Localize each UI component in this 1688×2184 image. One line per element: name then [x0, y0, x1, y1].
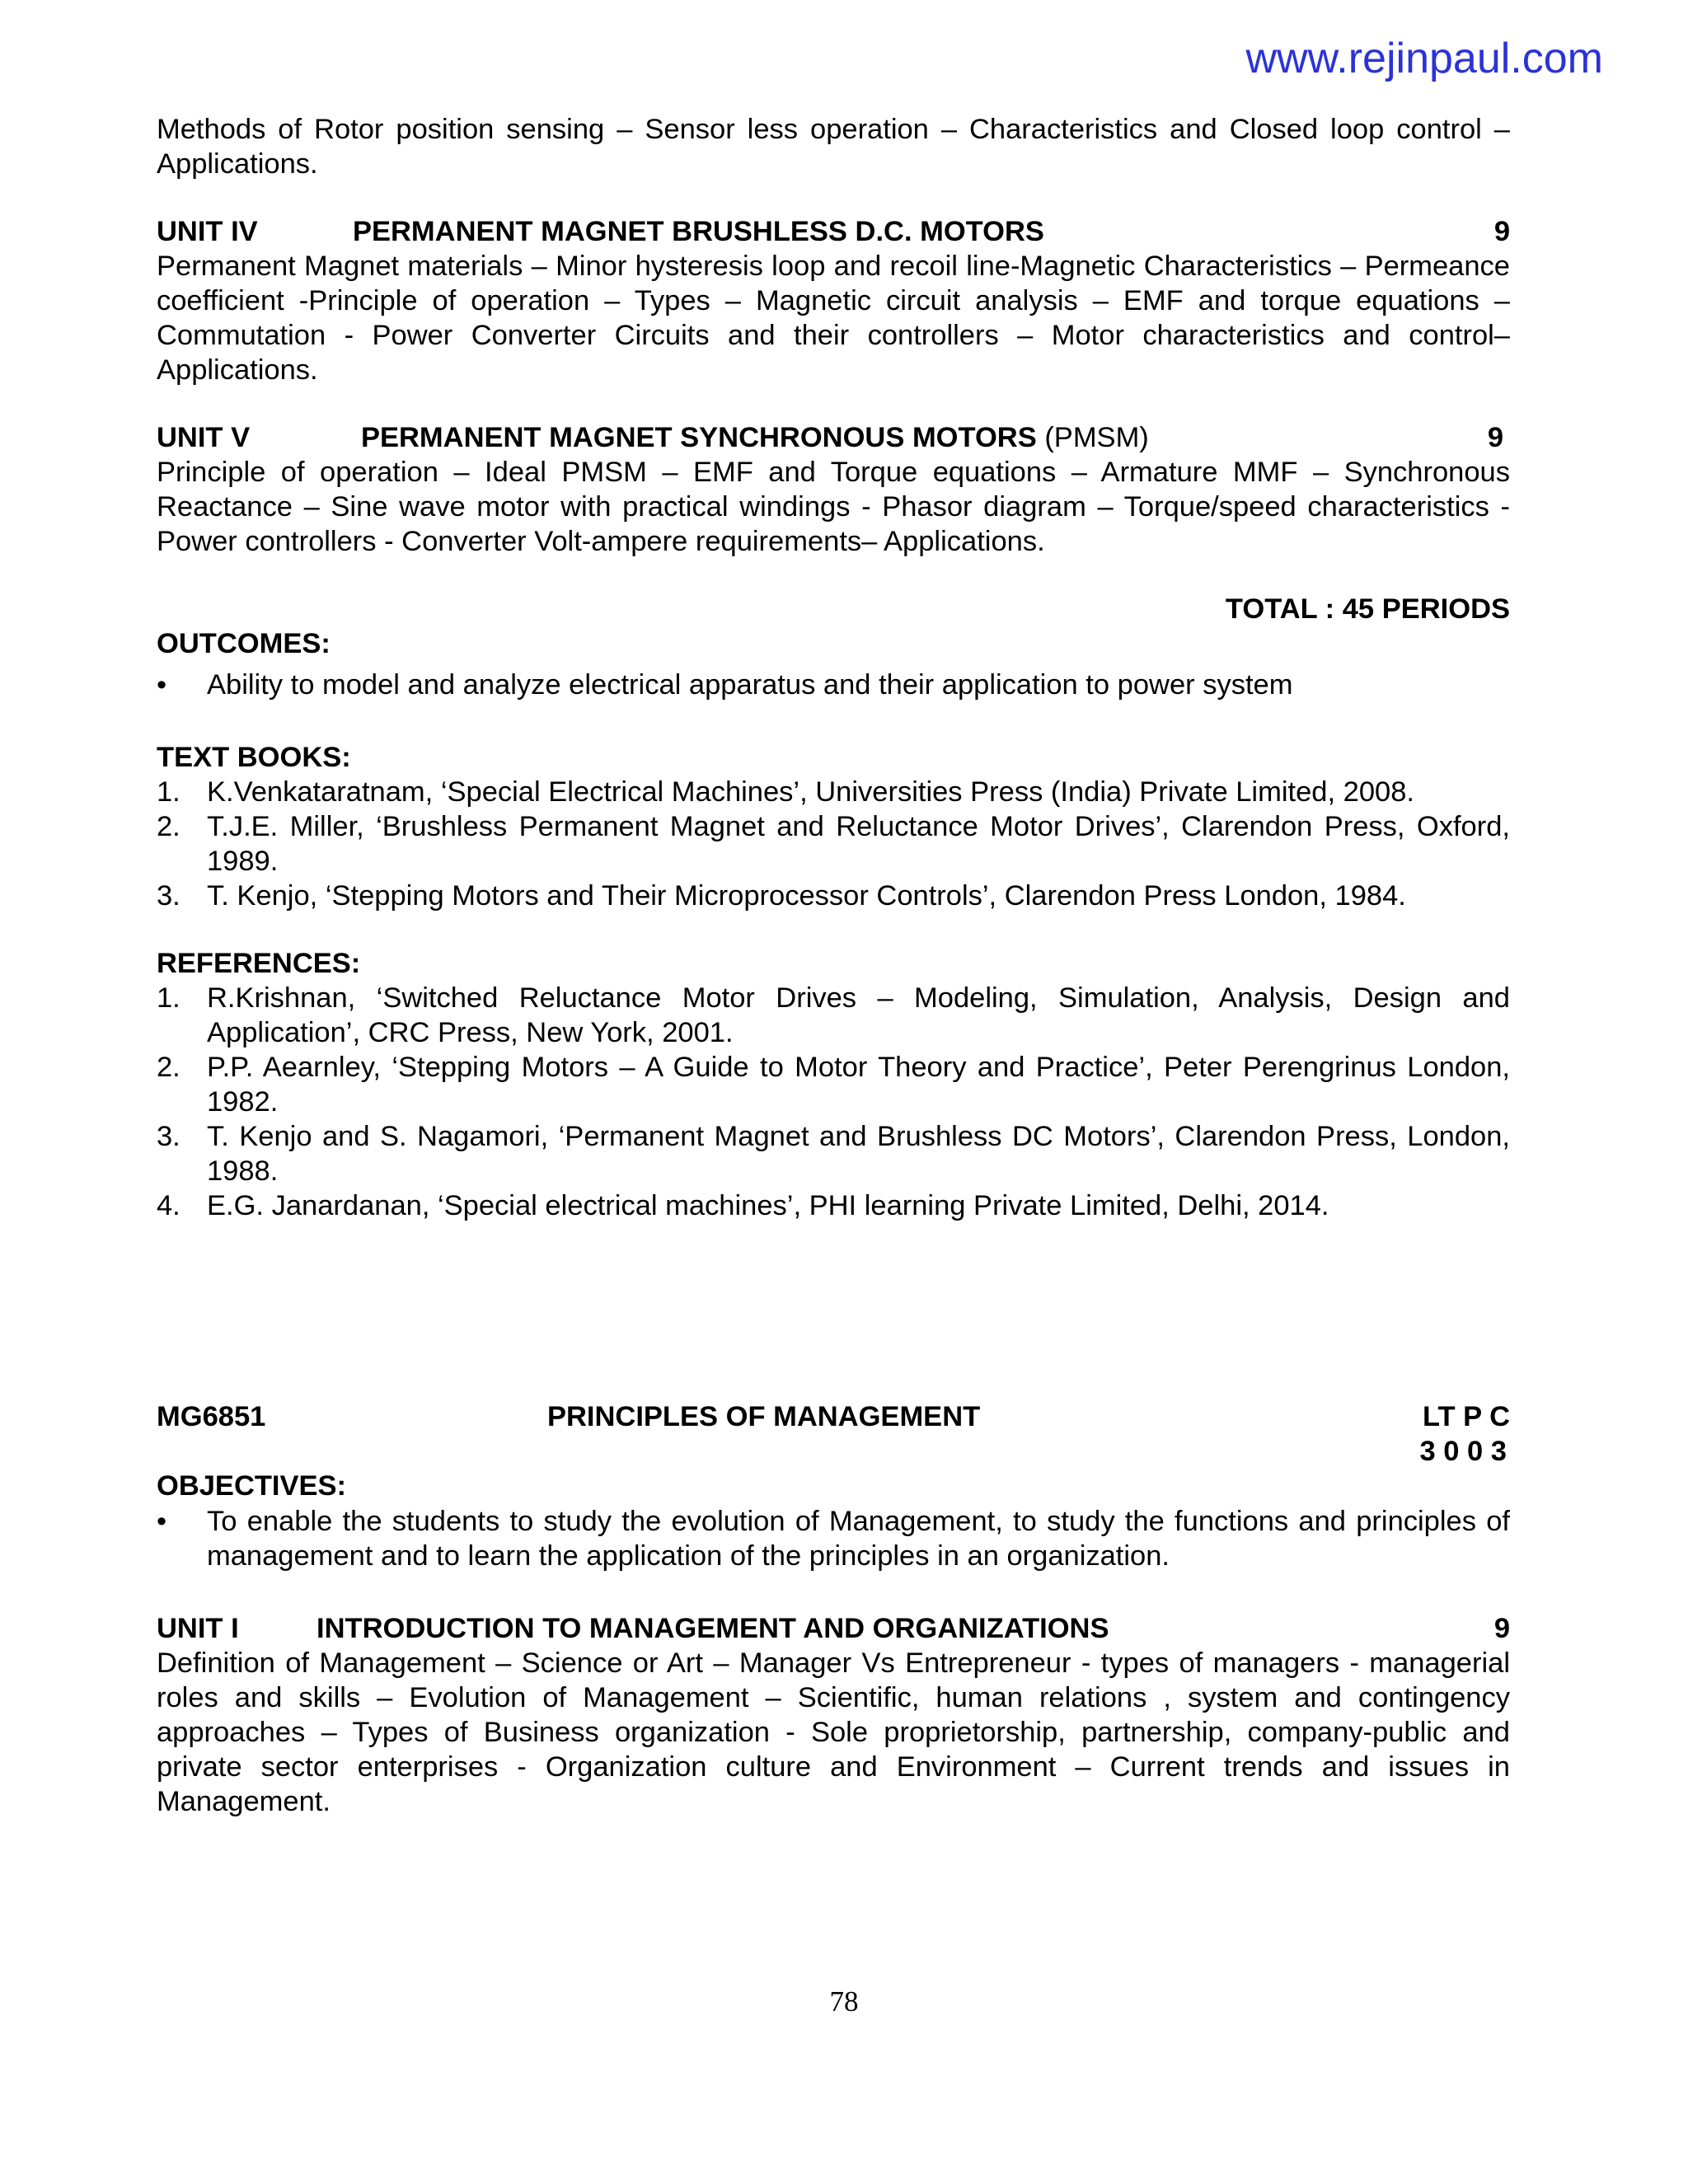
unit-v-body: Principle of operation – Ideal PMSM – EMF and Torque equations – Armature MMF – Synchronous Reactance – Sine wave motor with practical windings - Phasor diagram – Torque/speed characteristics - Power controllers - Converter Volt-ampere requirements– Applications.	[157, 457, 1510, 557]
list-number: 2.	[157, 811, 181, 842]
outcomes-heading: OUTCOMES:	[157, 628, 331, 659]
continuation-paragraph: Methods of Rotor position sensing – Sensor less operation – Characteristics and Closed loop control – Applications.	[157, 114, 1510, 180]
unit-i-label: UNIT I	[157, 1613, 239, 1644]
bullet-icon: •	[157, 1506, 167, 1537]
unit-iv-hours: 9	[1493, 216, 1510, 247]
list-item	[157, 879, 1510, 913]
ltpc-values-row	[157, 1434, 1510, 1469]
unit-v-label: UNIT V	[157, 422, 251, 453]
text-books-heading: TEXT BOOKS:	[157, 742, 351, 773]
course-heading	[157, 1399, 1510, 1434]
course-code: MG6851	[157, 1401, 266, 1432]
list-item	[157, 1504, 1510, 1573]
list-item	[157, 775, 1510, 809]
list-item	[157, 981, 1510, 1050]
unit-i-title: INTRODUCTION TO MANAGEMENT AND ORGANIZATIONS	[316, 1613, 1109, 1644]
list-number: 1.	[157, 982, 181, 1014]
unit-i-hours: 9	[1493, 1613, 1510, 1644]
list-item	[157, 1050, 1510, 1119]
unit-v-title-wrap	[361, 420, 1149, 455]
unit-i-heading	[157, 1611, 1510, 1646]
list-number: 2.	[157, 1052, 181, 1083]
website-link[interactable]: www.rejinpaul.com	[1245, 35, 1603, 82]
list-number: 1.	[157, 776, 181, 808]
ltpc-label: LT P C	[1422, 1401, 1510, 1432]
objective-text: To enable the students to study the evolution of Management, to study the functions and principles of management and to learn the application of the principles in an organization.	[207, 1506, 1510, 1572]
reference-entry: P.P. Aearnley, ‘Stepping Motors – A Guide to Motor Theory and Practice’, Peter Perengrinus London, 1982.	[207, 1052, 1510, 1118]
ltpc-values: 3 0 0 3	[1419, 1436, 1507, 1467]
outcome-text: Ability to model and analyze electrical apparatus and their application to power system	[207, 669, 1293, 701]
unit-v-hours: 9	[1487, 422, 1503, 453]
references-heading: REFERENCES:	[157, 948, 361, 979]
list-item	[157, 1119, 1510, 1188]
course-title: PRINCIPLES OF MANAGEMENT	[547, 1401, 981, 1432]
list-number: 4.	[157, 1190, 181, 1221]
text-book-entry: K.Venkataratnam, ‘Special Electrical Machines’, Universities Press (India) Private Limited, 2008.	[207, 776, 1414, 808]
unit-v-heading	[157, 420, 1510, 455]
list-number: 3.	[157, 880, 181, 912]
list-item	[157, 1188, 1510, 1223]
reference-entry: T. Kenjo and S. Nagamori, ‘Permanent Magnet and Brushless DC Motors’, Clarendon Press, London, 1988.	[207, 1121, 1510, 1187]
references-list	[157, 981, 1510, 1223]
bullet-icon: •	[157, 669, 167, 701]
unit-v-title-suffix: (PMSM)	[1036, 422, 1149, 453]
page-number: 78	[829, 1985, 859, 2018]
objectives-list	[157, 1504, 1510, 1573]
list-item	[157, 809, 1510, 879]
unit-iv-label: UNIT IV	[157, 216, 258, 247]
total-periods: TOTAL : 45 PERIODS	[1225, 593, 1510, 625]
list-item	[157, 668, 1510, 702]
list-number: 3.	[157, 1121, 181, 1152]
unit-v-title: PERMANENT MAGNET SYNCHRONOUS MOTORS	[361, 422, 1037, 453]
reference-entry: R.Krishnan, ‘Switched Reluctance Motor Drives – Modeling, Simulation, Analysis, Design and Application’, CRC Press, New York, 2001.	[207, 982, 1510, 1048]
reference-entry: E.G. Janardanan, ‘Special electrical machines’, PHI learning Private Limited, Delhi, 2014.	[207, 1190, 1329, 1221]
unit-iv-heading	[157, 214, 1510, 249]
unit-iv-title: PERMANENT MAGNET BRUSHLESS D.C. MOTORS	[353, 216, 1044, 247]
text-book-entry: T. Kenjo, ‘Stepping Motors and Their Microprocessor Controls’, Clarendon Press London, 1984.	[207, 880, 1406, 912]
text-books-list	[157, 775, 1510, 913]
objectives-heading: OBJECTIVES:	[157, 1470, 347, 1502]
outcomes-list	[157, 668, 1510, 702]
unit-i-body: Definition of Management – Science or Art – Manager Vs Entrepreneur - types of managers - managerial roles and skills – Evolution of Management – Scientific, human relations , system and contingency approaches – Types of Business organization - Sole proprietorship, partnership, company-public and private sector enterprises - Organization culture and Environment – Current trends and issues in Management.	[157, 1647, 1510, 1817]
text-book-entry: T.J.E. Miller, ‘Brushless Permanent Magnet and Reluctance Motor Drives’, Clarendon Press, Oxford, 1989.	[207, 811, 1510, 877]
unit-iv-body: Permanent Magnet materials – Minor hysteresis loop and recoil line-Magnetic Characteristics – Permeance coefficient -Principle of operation – Types – Magnetic circuit analysis – EMF and torque equations –Commutation - Power Converter Circuits and their controllers – Motor characteristics and control– Applications.	[157, 251, 1510, 386]
